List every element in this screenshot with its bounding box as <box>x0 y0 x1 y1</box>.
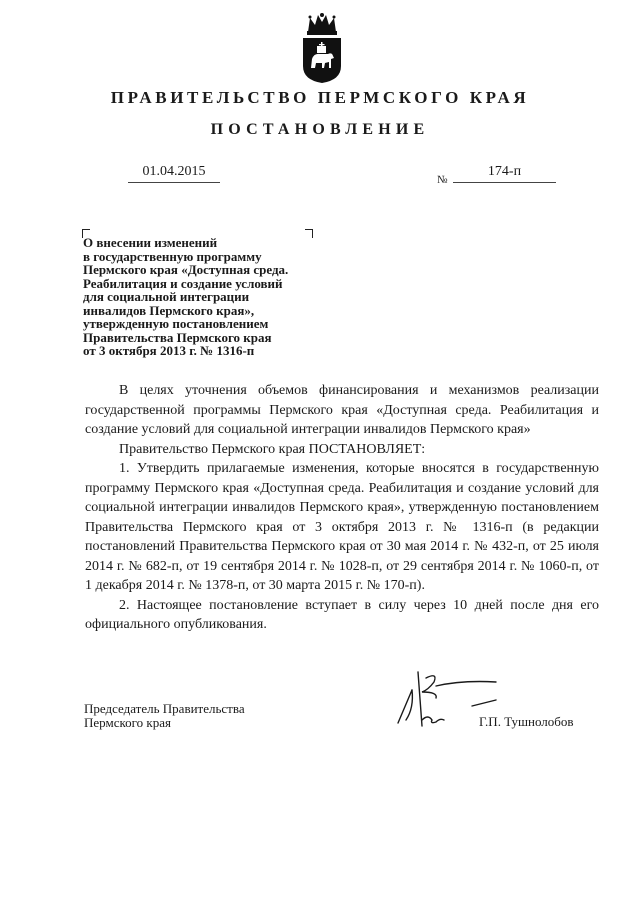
signatory-title-line-2: Пермского края <box>84 715 171 730</box>
body-paragraph-item-2: 2. Настоящее постановление вступает в силу через 10 дней после дня его официального опубликования. <box>85 597 599 632</box>
subject-line: Пермского края «Доступная среда. <box>83 262 289 277</box>
subject-line: Правительства Пермского края <box>83 329 272 345</box>
subject-line: для социальной интеграции <box>83 289 250 304</box>
body-paragraph-item-1: 1. Утвердить прилагаемые изменения, которые вносятся в государственную программу Пермского края «Доступная среда. Реабилитация и создание условий для социальной интеграции инвалидов Пермского края», утвержденную постановлением Правительства Пермского края от 3 октября 2013 г. № 1316-п (в редакции постановлений Правительства Пермского края от 30 мая 2014 г. № 432-п, от 25 июля 2014 г. № 682-п, от 19 сентября 2014 г. № 1028-п, от 29 сентября 2014 г. № 1060-п, от 1 декабря 2014 г. № 1378-п, от 30 марта 2015 г. № 170-п). <box>85 461 599 593</box>
organization-title: ПРАВИТЕЛЬСТВО ПЕРМСКОГО КРАЯ <box>110 88 530 107</box>
subject-line: утвержденную постановлением <box>83 316 269 331</box>
document-date: 01.04.2015 <box>128 164 220 183</box>
signatory-title-line-1: Председатель Правительства <box>84 701 245 716</box>
subject-line: в государственную программу <box>83 248 262 264</box>
signatory-title <box>84 702 245 730</box>
subject-line: Реабилитация и создание условий <box>83 275 283 291</box>
body-paragraph-preamble: В целях уточнения объемов финансирования и механизмов реализации государственной программы Пермского края «Доступная среда. Реабилитация и создание условий для социальной интеграции инвалидов Пермского края» <box>85 383 599 437</box>
signatory-name: Г.П. Тушнолобов <box>479 714 574 729</box>
subject-line: от 3 октября 2013 г. № 1316-п <box>83 343 255 358</box>
document-body <box>85 381 599 635</box>
document-number: 174-п <box>453 164 556 183</box>
body-paragraph-decree: Правительство Пермского края ПОСТАНОВЛЯЕТ: <box>119 441 426 457</box>
subject-block <box>83 236 343 358</box>
document-type: ПОСТАНОВЛЕНИЕ <box>210 121 430 138</box>
subject-line: инвалидов Пермского края», <box>83 302 255 318</box>
subject-line: О внесении изменений <box>83 235 218 250</box>
coat-of-arms-icon <box>298 12 346 84</box>
number-sign: № <box>437 174 448 186</box>
